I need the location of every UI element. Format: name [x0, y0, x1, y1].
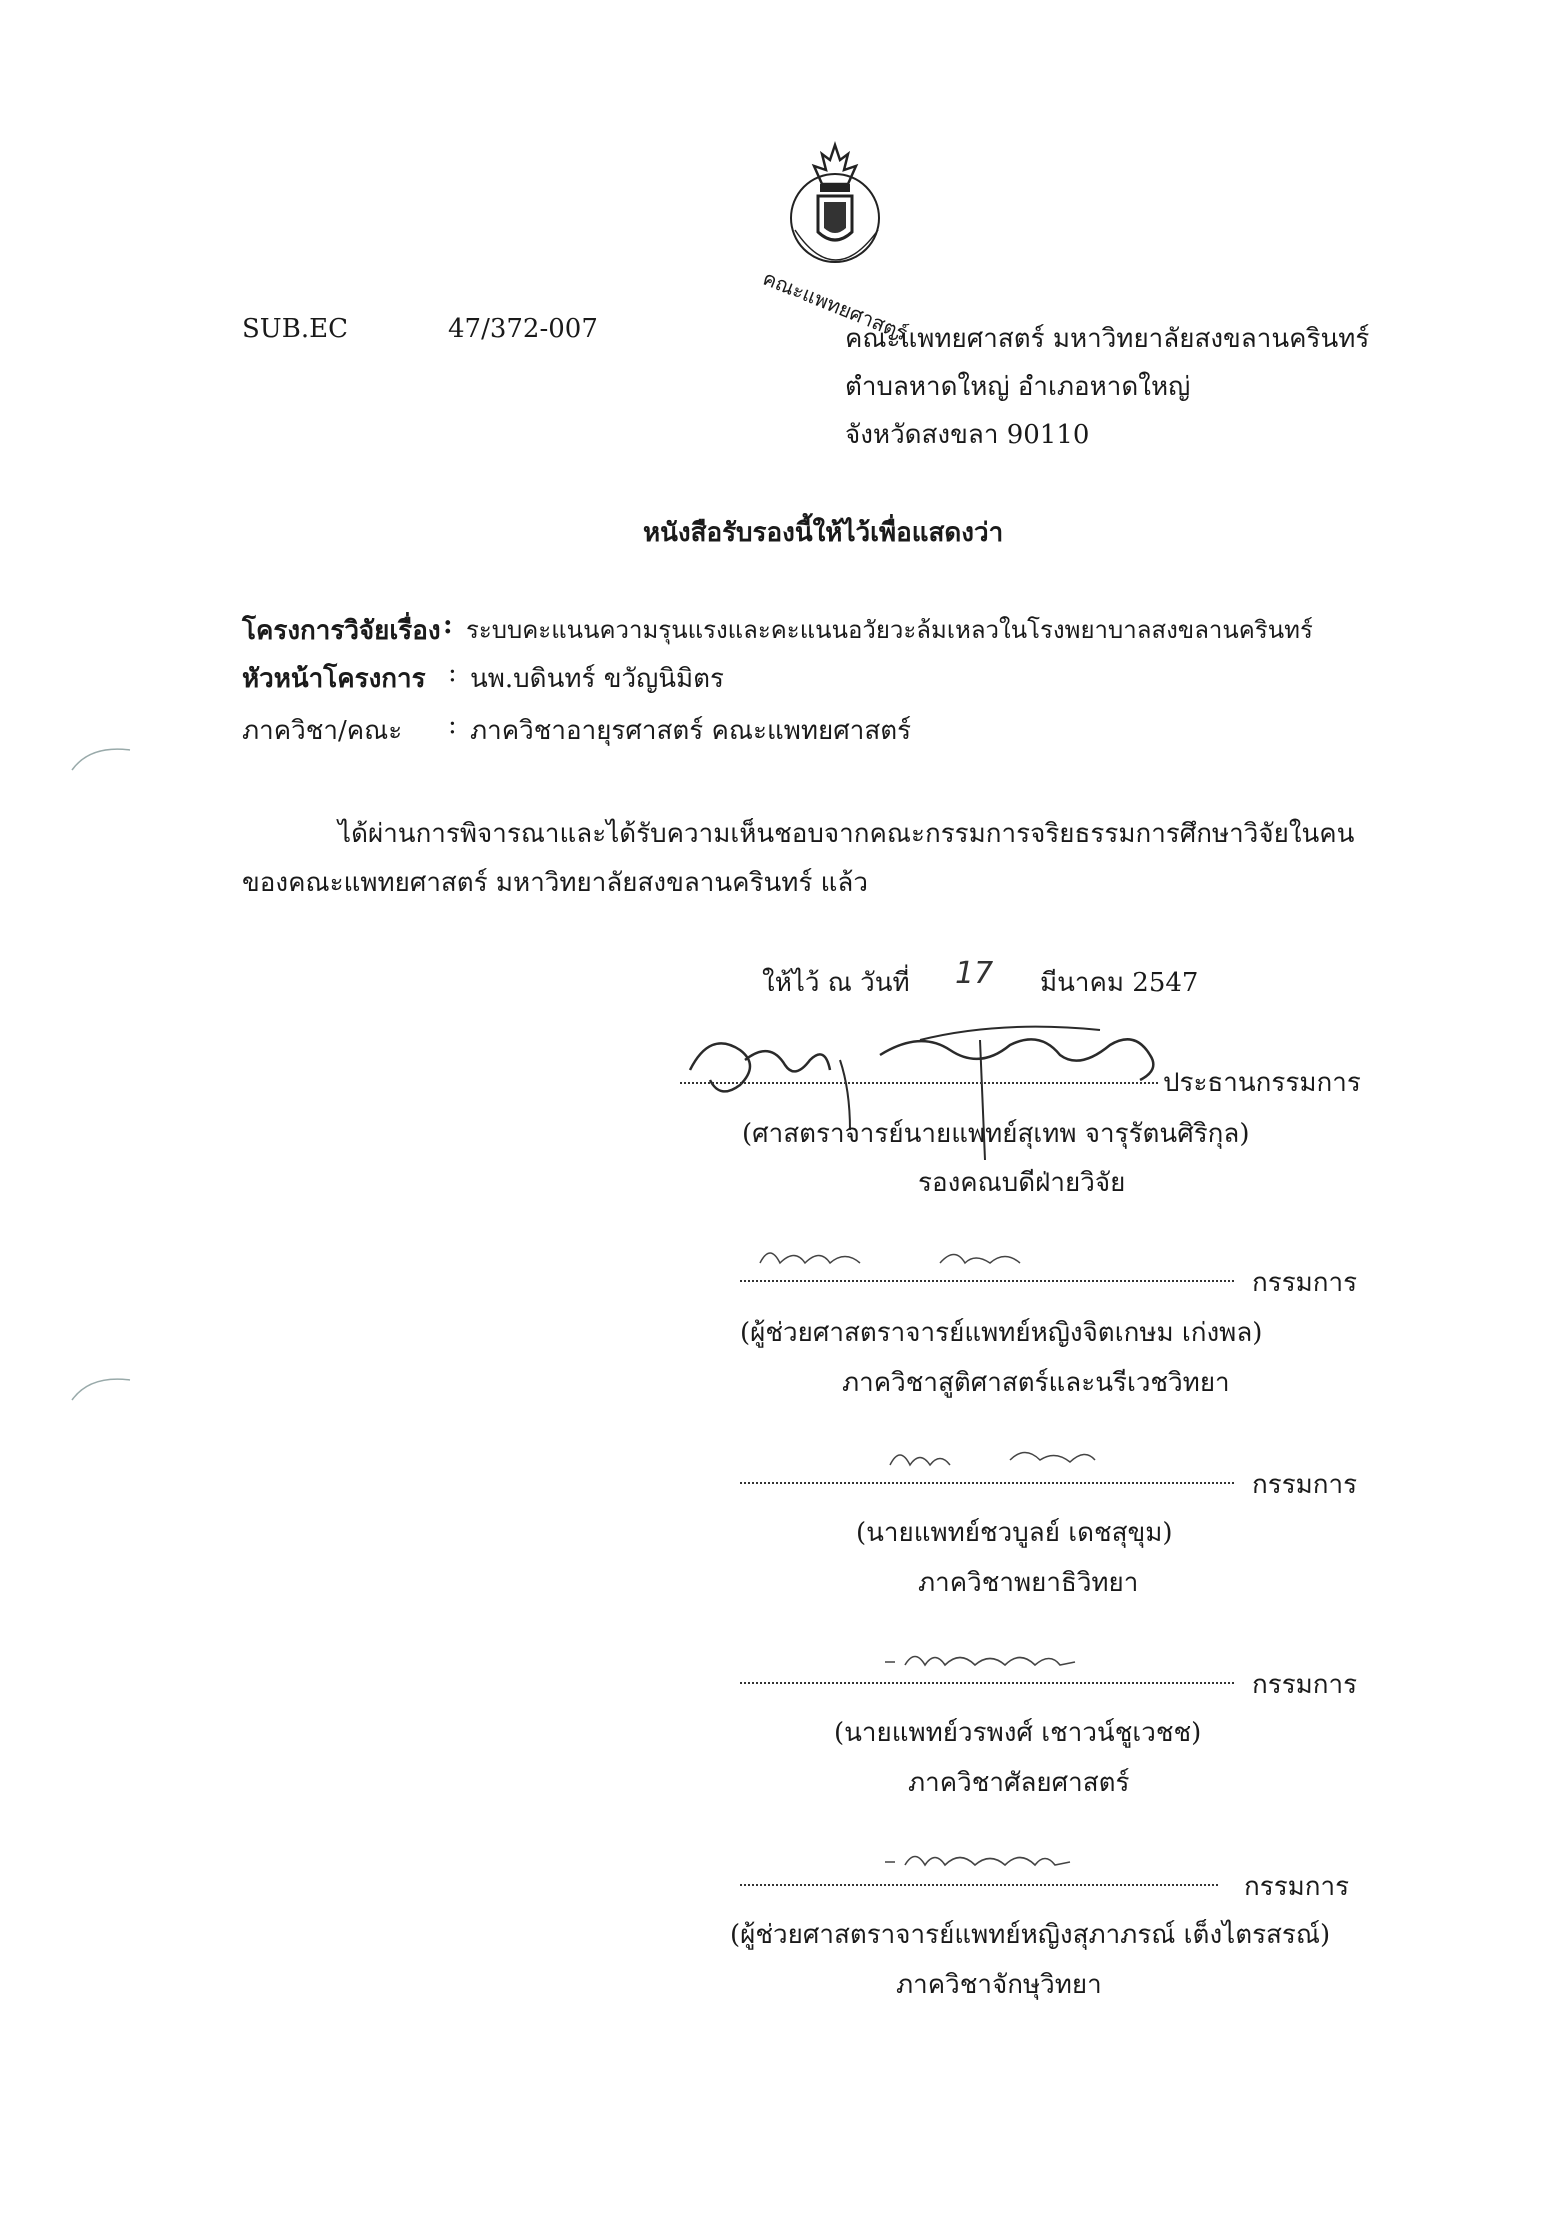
field-label-project: โครงการวิจัยเรื่อง [242, 616, 441, 646]
field-label-leader: หัวหน้าโครงการ [242, 664, 426, 694]
field-value-leader: นพ.บดินทร์ ขวัญนิมิตร [470, 664, 724, 694]
field-value-project: ระบบคะแนนความรุนแรงและคะแนนอวัยวะล้มเหลวในโรงพยาบาลสงขลานครินทร์ [466, 616, 1313, 644]
role-committee-1: กรรมการ [1252, 1268, 1358, 1298]
signature-committee-4 [880, 1840, 1180, 1884]
scan-mark-1 [70, 740, 150, 784]
signature-chairman [680, 1010, 1200, 1184]
field-label-department: ภาควิชา/คณะ [242, 716, 403, 746]
signature-committee-2 [880, 1440, 1180, 1484]
name-committee-4: (ผู้ช่วยศาสตราจารย์แพทย์หญิงสุภาภรณ์ เต็งไตรสรณ์) [730, 1920, 1331, 1950]
position-committee-1: ภาควิชาสูติศาสตร์และนรีเวชวิทยา [842, 1368, 1230, 1398]
field-colon-project: : [443, 610, 453, 640]
role-committee-4: กรรมการ [1244, 1872, 1350, 1902]
signature-committee-1 [750, 1238, 1150, 1282]
ref-label: SUB.EC [242, 314, 348, 344]
name-committee-1: (ผู้ช่วยศาสตราจารย์แพทย์หญิงจิตเกษม เก่งพล) [740, 1318, 1263, 1348]
signature-committee-3 [880, 1640, 1180, 1684]
address-line-1: คณะแพทยศาสตร์ มหาวิทยาลัยสงขลานครินทร์ [845, 324, 1370, 354]
role-chairman: ประธานกรรมการ [1163, 1068, 1361, 1098]
body-line-2: ของคณะแพทยศาสตร์ มหาวิทยาลัยสงขลานครินทร์ แล้ว [242, 868, 868, 898]
document-title: หนังสือรับรองนี้ให้ไว้เพื่อแสดงว่า [643, 518, 1004, 548]
name-committee-3: (นายแพทย์วรพงศ์ เชาวน์ชูเวชช) [834, 1718, 1202, 1748]
position-committee-4: ภาควิชาจักษุวิทยา [896, 1970, 1102, 2000]
position-chairman: รองคณบดีฝ่ายวิจัย [918, 1168, 1126, 1198]
field-colon-leader: : [448, 658, 457, 688]
position-committee-2: ภาควิชาพยาธิวิทยา [918, 1568, 1139, 1598]
date-month-year: มีนาคม 2547 [1040, 968, 1199, 998]
field-colon-department: : [448, 710, 457, 740]
signature-line-committee-1 [740, 1280, 1234, 1282]
name-chairman: (ศาสตราจารย์นายแพทย์สุเทพ จารุรัตนศิริกุล) [742, 1119, 1250, 1149]
address-line-2: ตำบลหาดใหญ่ อำเภอหาดใหญ่ [845, 372, 1191, 402]
body-line-1: ได้ผ่านการพิจารณาและได้รับความเห็นชอบจากคณะกรรมการจริยธรรมการศึกษาวิจัยในคน [338, 819, 1355, 849]
date-prefix: ให้ไว้ ณ วันที่ [762, 968, 910, 998]
date-day-handwritten: 17 [955, 956, 994, 991]
role-committee-3: กรรมการ [1252, 1670, 1358, 1700]
seal-caption: คณะแพทยศาสตร์ [759, 265, 911, 346]
address-line-3: จังหวัดสงขลา 90110 [845, 420, 1090, 450]
position-committee-3: ภาควิชาศัลยศาสตร์ [908, 1768, 1130, 1798]
field-value-department: ภาควิชาอายุรศาสตร์ คณะแพทยศาสตร์ [470, 716, 912, 746]
name-committee-2: (นายแพทย์ชวบูลย์ เดชสุขุม) [856, 1518, 1173, 1548]
signature-line-committee-2 [740, 1482, 1234, 1484]
signature-line-committee-3 [740, 1682, 1234, 1684]
role-committee-2: กรรมการ [1252, 1470, 1358, 1500]
ref-number: 47/372-007 [448, 314, 598, 344]
scan-mark-2 [70, 1370, 150, 1414]
signature-line-chairman [680, 1082, 1158, 1084]
signature-line-committee-4 [740, 1884, 1218, 1886]
